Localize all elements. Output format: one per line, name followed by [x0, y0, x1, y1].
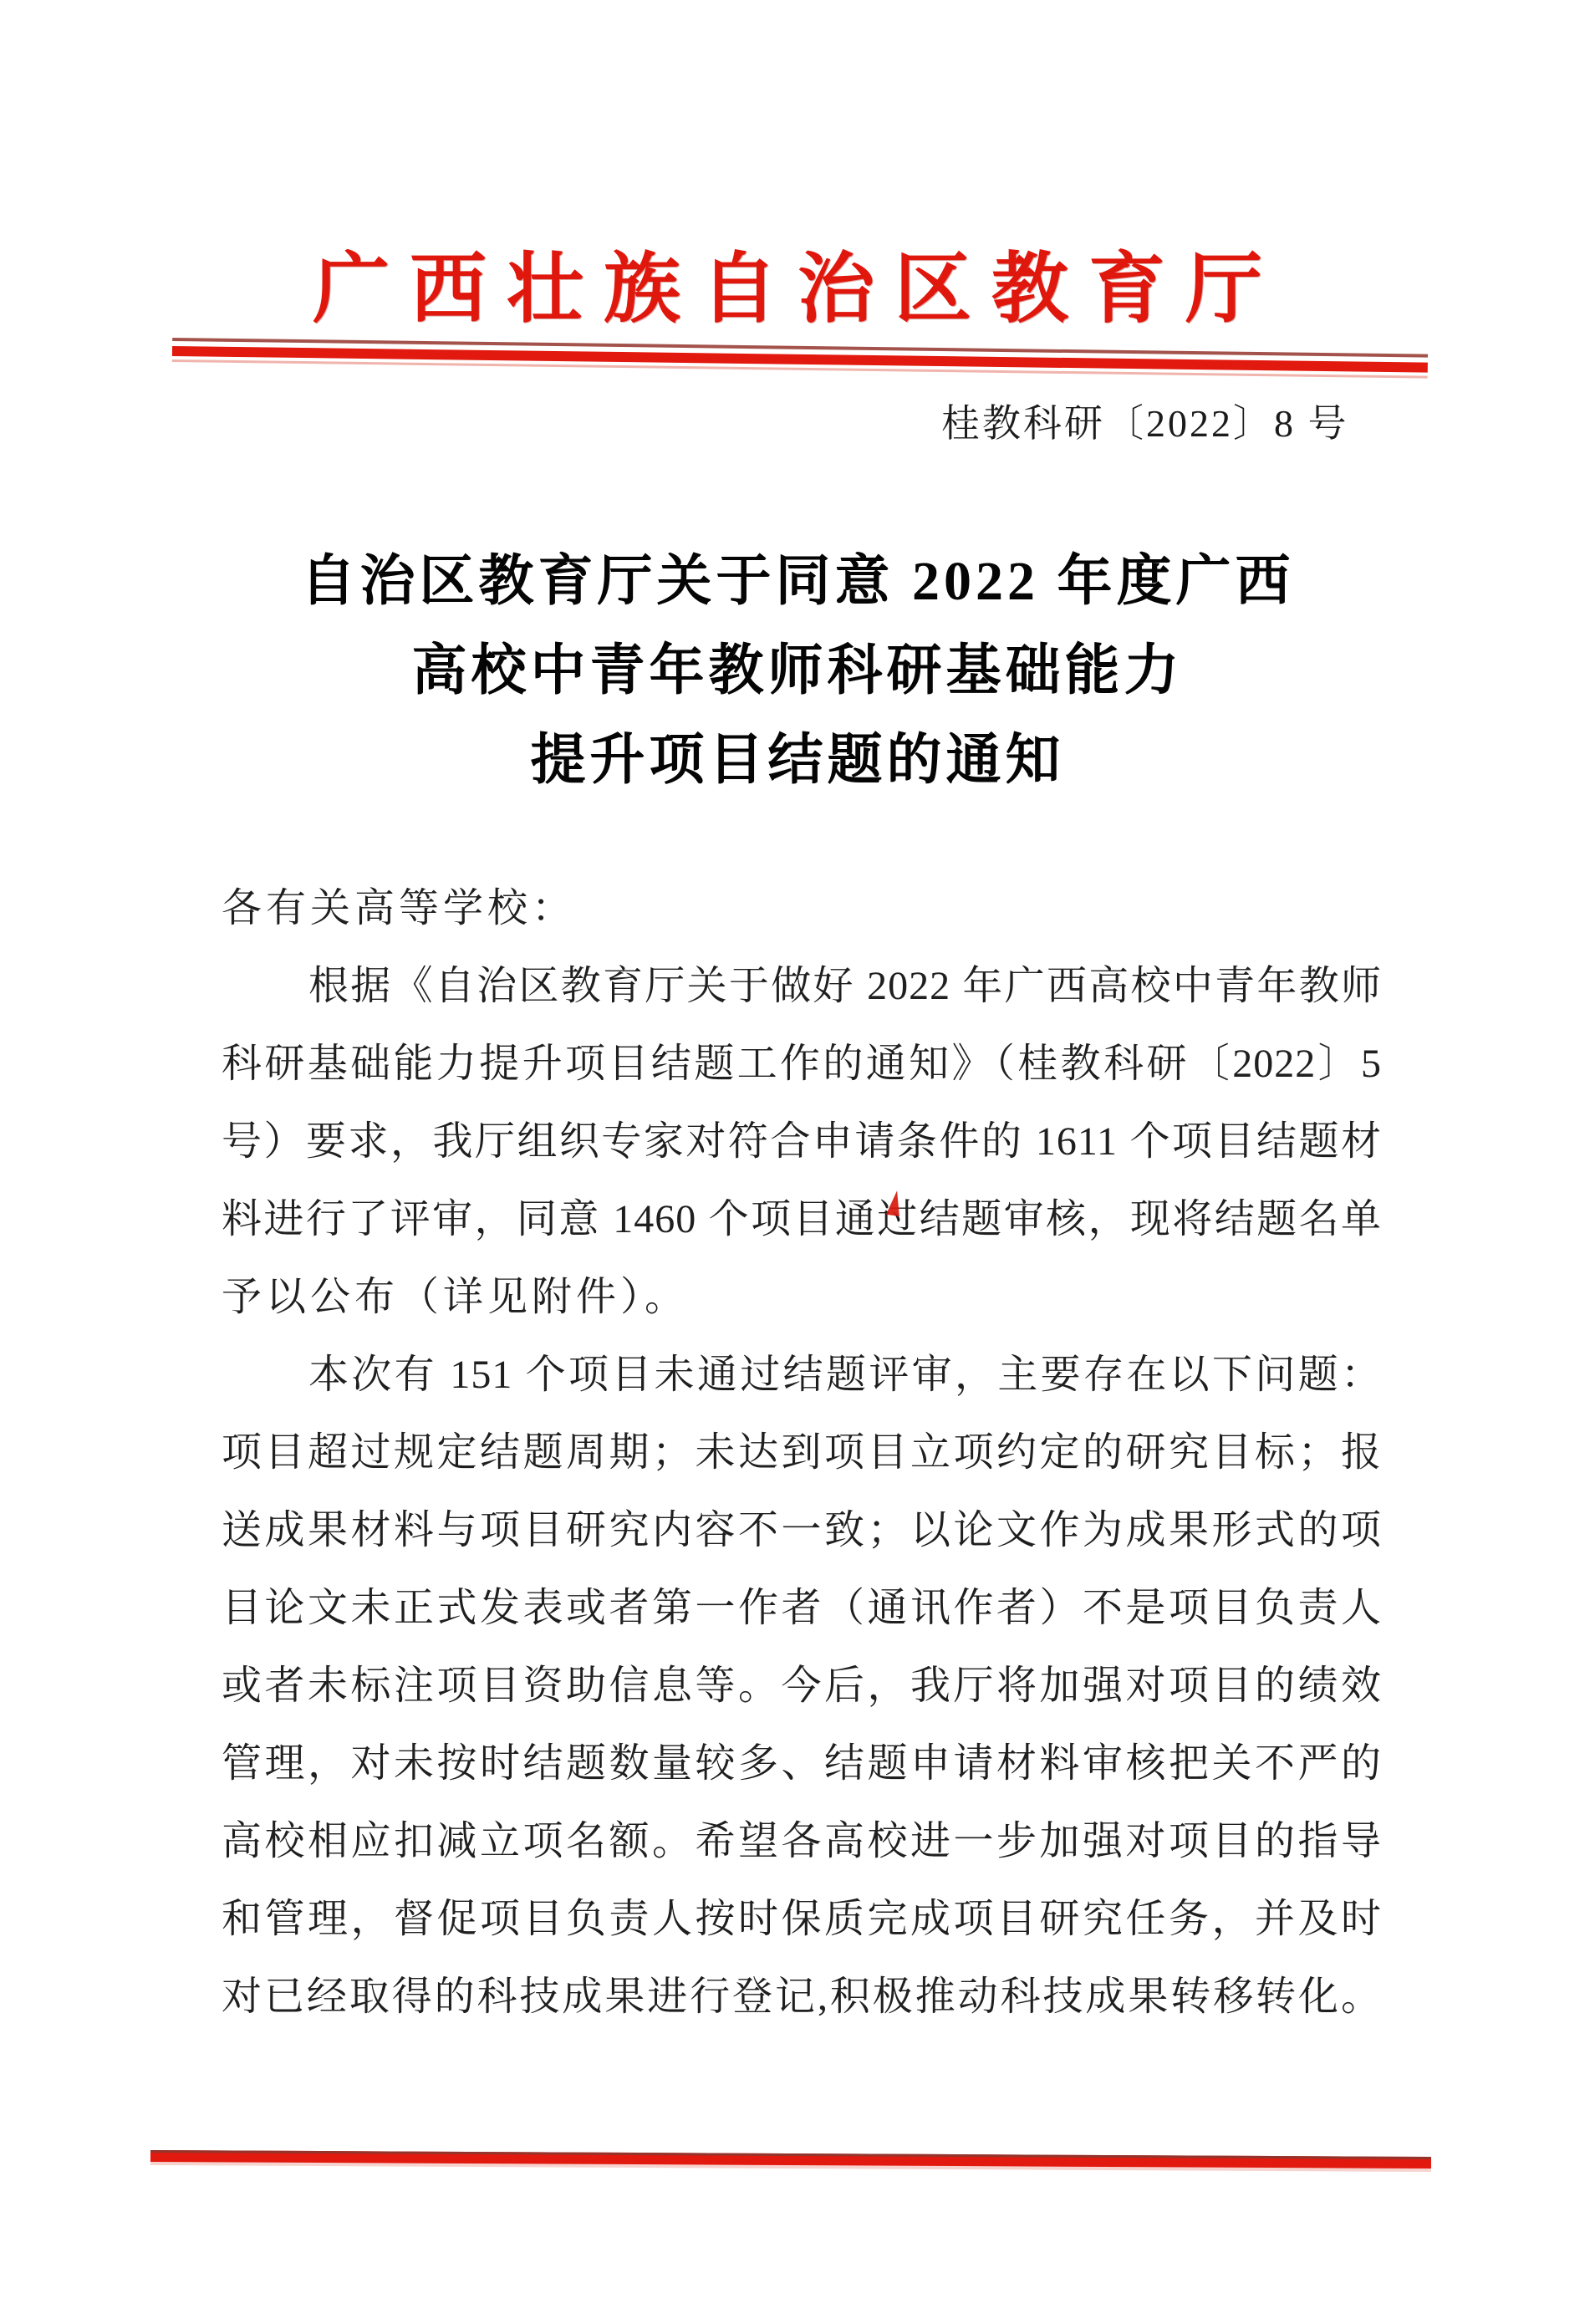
notice-body — [222, 869, 1382, 2036]
body-line: 本次有 151 个项目未通过结题评审，主要存在以下问题： — [308, 1353, 1382, 1397]
body-line: 料进行了评审，同意 1460 个项目通过结题审核，现将结题名单 — [222, 1197, 1382, 1241]
notice-title-line-1: 自治区教育厅关于同意 2022 年度广西 — [300, 551, 1295, 612]
body-line: 科研基础能力提升项目结题工作的通知》（桂教科研〔2022〕5 — [222, 1042, 1382, 1086]
notice-title-line-3: 提升项目结题的通知 — [530, 730, 1065, 791]
notice-title-line-2: 高校中青年教师科研基础能力 — [411, 640, 1184, 701]
body-line: 管理，对未按时结题数量较多、结题申请材料审核把关不严的 — [222, 1741, 1382, 1786]
body-line: 目论文未正式发表或者第一作者（通讯作者）不是项目负责人 — [222, 1586, 1382, 1630]
body-line: 高校相应扣减立项名额。希望各高校进一步加强对项目的指导 — [222, 1819, 1382, 1863]
body-line: 对已经取得的科技成果进行登记,积极推动科技成果转移转化。 — [222, 1975, 1382, 2019]
document-number: 桂教科研〔2022〕8 号 — [941, 402, 1349, 445]
header-double-rule — [172, 338, 1428, 379]
body-line: 和管理，督促项目负责人按时保质完成项目研究任务，并及时 — [222, 1897, 1382, 1941]
notice-title — [0, 537, 1595, 805]
footer-rule — [150, 2150, 1431, 2169]
body-line: 根据《自治区教育厅关于做好 2022 年广西高校中青年教师 — [308, 964, 1382, 1008]
body-line: 各有关高等学校： — [222, 886, 577, 930]
body-line: 号）要求，我厅组织专家对符合申请条件的 1611 个项目结题材 — [222, 1119, 1382, 1164]
body-line: 予以公布（详见附件）。 — [222, 1275, 690, 1319]
agency-letterhead-title: 广西壮族自治区教育厅 — [312, 247, 1282, 332]
body-line: 或者未标注项目资助信息等。今后，我厅将加强对项目的绩效 — [222, 1664, 1382, 1708]
body-line: 项目超过规定结题周期；未达到项目立项约定的研究目标；报 — [222, 1430, 1382, 1475]
body-line: 送成果材料与项目研究内容不一致；以论文作为成果形式的项 — [222, 1508, 1382, 1552]
